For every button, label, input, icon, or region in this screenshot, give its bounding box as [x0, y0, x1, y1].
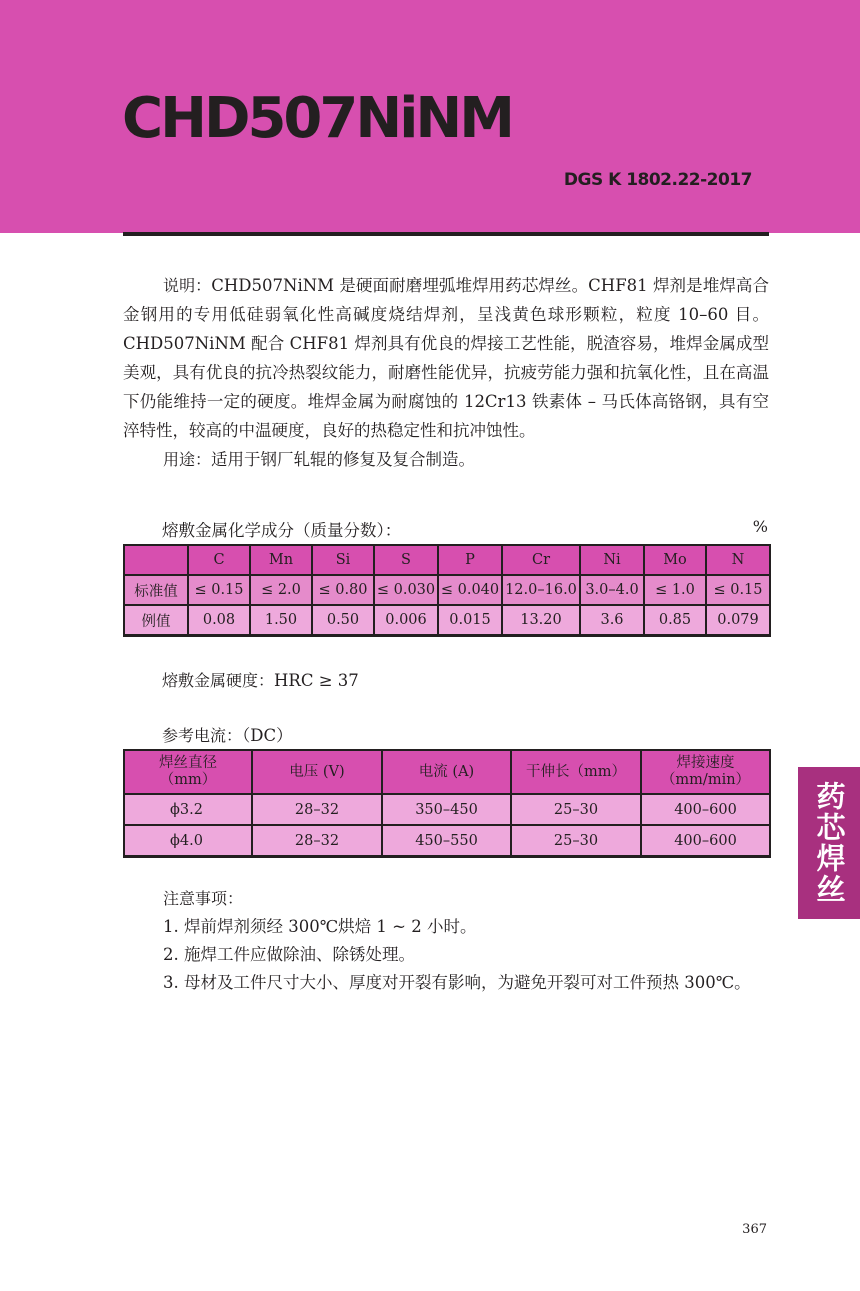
- product-title: CHD507NiNM: [122, 86, 512, 151]
- current-header-cell: 电压 (V): [252, 750, 382, 794]
- description-label: 说明：: [163, 276, 212, 295]
- chemistry-table: [123, 544, 771, 637]
- table-cell: ϕ3.2: [124, 794, 252, 825]
- chemistry-header-cell: C: [188, 545, 250, 575]
- list-item: 1. 焊前焊剂须经 300℃烘焙 1 ~ 2 小时。: [163, 917, 477, 936]
- table-cell: 3.0–4.0: [580, 575, 644, 605]
- current-header-cell: 干伸长（mm）: [511, 750, 641, 794]
- header-band: [0, 0, 860, 233]
- table-cell: 25–30: [511, 794, 641, 825]
- table-cell: 3.6: [580, 605, 644, 636]
- table-row: [124, 605, 770, 636]
- table-cell: 13.20: [502, 605, 580, 636]
- table-cell: ≤ 0.15: [706, 575, 770, 605]
- table-cell: 450–550: [382, 825, 511, 857]
- table-cell: ≤ 2.0: [250, 575, 312, 605]
- table-cell: 25–30: [511, 825, 641, 857]
- notes-title: 注意事项：: [163, 889, 244, 908]
- list-item: 3. 母材及工件尺寸大小、厚度对开裂有影响，为避免开裂可对工件预热 300℃。: [163, 973, 751, 992]
- table-cell: 28–32: [252, 794, 382, 825]
- chemistry-header-blank: [124, 545, 188, 575]
- row-label: 例值: [124, 605, 188, 636]
- usage-paragraph: [123, 445, 769, 474]
- table-cell: ≤ 0.15: [188, 575, 250, 605]
- table-cell: 0.08: [188, 605, 250, 636]
- row-label: 标准值: [124, 575, 188, 605]
- hardness-line: [162, 668, 359, 691]
- hardness-value: HRC ≥ 37: [274, 671, 359, 690]
- table-cell: 0.015: [438, 605, 502, 636]
- chemistry-unit: %: [752, 517, 768, 536]
- table-cell: 12.0–16.0: [502, 575, 580, 605]
- standard-code: DGS K 1802.22-2017: [563, 170, 752, 190]
- description-section: [123, 271, 769, 474]
- table-row: [124, 575, 770, 605]
- header-divider: [123, 232, 769, 236]
- table-cell: 0.50: [312, 605, 374, 636]
- chemistry-header-cell: Si: [312, 545, 374, 575]
- chemistry-header-cell: N: [706, 545, 770, 575]
- usage-text: 适用于钢厂轧辊的修复及复合制造。: [211, 450, 476, 469]
- current-type: （DC）: [242, 726, 293, 745]
- chemistry-header-cell: Mo: [644, 545, 706, 575]
- chemistry-header-cell: S: [374, 545, 438, 575]
- table-cell: 1.50: [250, 605, 312, 636]
- table-cell: 0.85: [644, 605, 706, 636]
- chemistry-title: 熔敷金属化学成分（质量分数）：: [162, 521, 402, 540]
- table-cell: 400–600: [641, 794, 770, 825]
- hardness-label: 熔敷金属硬度：: [162, 671, 275, 690]
- current-header-row: [124, 750, 770, 794]
- table-row: [124, 794, 770, 825]
- table-cell: ≤ 0.030: [374, 575, 438, 605]
- list-item: 2. 施焊工件应做除油、除锈处理。: [163, 945, 415, 964]
- table-cell: ϕ4.0: [124, 825, 252, 857]
- table-row: [124, 825, 770, 857]
- table-cell: ≤ 0.040: [438, 575, 502, 605]
- current-header-cell: 焊接速度 （mm/min）: [641, 750, 770, 794]
- notes-section: [123, 885, 769, 997]
- table-cell: 0.079: [706, 605, 770, 636]
- side-tab: 药芯焊丝: [798, 767, 860, 919]
- chemistry-header-cell: Mn: [250, 545, 312, 575]
- table-cell: 0.006: [374, 605, 438, 636]
- current-header-cell: 电流 (A): [382, 750, 511, 794]
- page-number: 367: [742, 1222, 767, 1237]
- usage-label: 用途：: [163, 450, 212, 469]
- current-label: 参考电流：: [162, 726, 243, 745]
- table-cell: 400–600: [641, 825, 770, 857]
- description-paragraph: [123, 271, 769, 445]
- table-cell: 350–450: [382, 794, 511, 825]
- current-title-line: [162, 722, 293, 746]
- table-cell: ≤ 1.0: [644, 575, 706, 605]
- current-header-cell: 焊丝直径 （mm）: [124, 750, 252, 794]
- chemistry-header-cell: P: [438, 545, 502, 575]
- current-table: [123, 749, 771, 858]
- table-cell: 28–32: [252, 825, 382, 857]
- chemistry-header-cell: Ni: [580, 545, 644, 575]
- chemistry-header-row: [124, 545, 770, 575]
- chemistry-header-cell: Cr: [502, 545, 580, 575]
- description-text: CHD507NiNM 是硬面耐磨埋弧堆焊用药芯焊丝。CHF81 焊剂是堆焊高合金钢用的专用低硅弱氧化性高碱度烧结焊剂，呈浅黄色球形颗粒，粒度 10–60 目。CHD507NiNM 配合 CHF81 焊剂具有优良的焊接工艺性能，脱渣容易，堆焊金属成型美观，具有优良的抗冷热裂纹能力，耐磨性能优异，抗疲劳能力强和抗氧化性，且在高温下仍能维持一定的硬度。堆焊金属为耐腐蚀的 12Cr13 铁素体 – 马氏体高铬钢，具有空淬特性，较高的中温硬度，良好的热稳定性和抗冲蚀性。: [123, 276, 769, 440]
- table-cell: ≤ 0.80: [312, 575, 374, 605]
